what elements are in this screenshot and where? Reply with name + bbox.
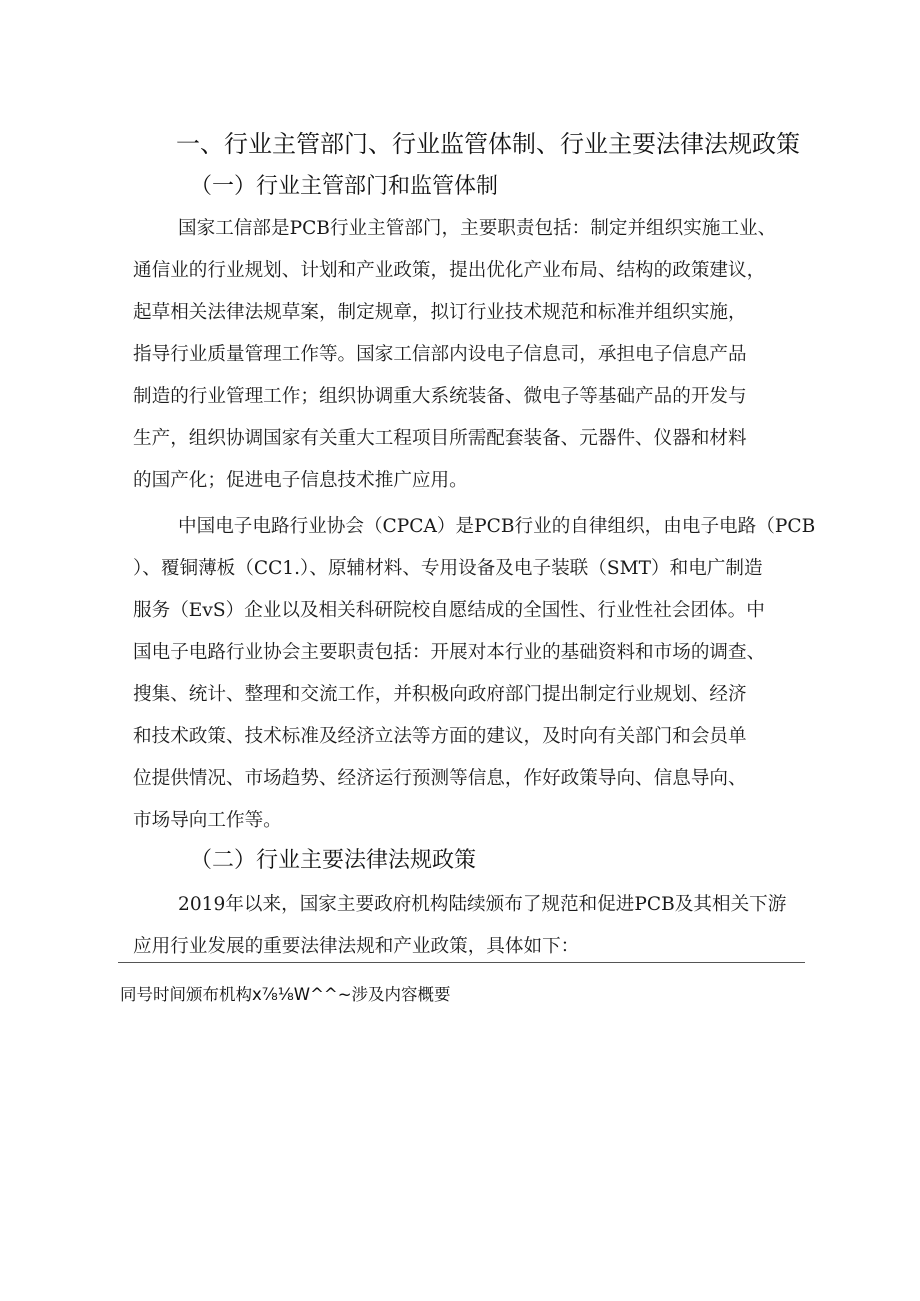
text-line: ）、覆铜薄板（CC1.）、原辅材料、专用设备及电子装联（SMT）和电广制造 [133, 558, 763, 579]
text-line: 位提供情况、市场趋势、经济运行预测等信息，作好政策导向、信息导向、 [133, 768, 747, 789]
text-line: 搜集、统计、整理和交流工作，并积极向政府部门提出制定行业规划、经济 [133, 684, 747, 705]
text-line: 中国电子电路行业协会（CPCA）是PCB行业的自律组织，由电子电路（PCB [178, 516, 816, 537]
text-line: 国电子电路行业协会主要职责包括：开展对本行业的基础资料和市场的调查、 [133, 642, 766, 663]
text-line: 市场导向工作等。 [133, 810, 282, 831]
text-line: 通信业的行业规划、计划和产业政策，提出优化产业布局、结构的政策建议， [133, 260, 766, 281]
section-heading: 一、行业主管部门、行业监管体制、行业主要法律法规政策 [176, 130, 800, 158]
subsection-heading-1: （一）行业主管部门和监管体制 [190, 174, 499, 199]
table-top-rule [118, 962, 805, 963]
text-line: 指导行业质量管理工作等。国家工信部内设电子信息司，承担电子信息产品 [133, 344, 747, 365]
text-line: 起草相关法律法规草案，制定规章，拟订行业技术规范和标准并组织实施， [133, 302, 747, 323]
text-line: 生产，组织协调国家有关重大工程项目所需配套装备、元器件、仪器和材料 [133, 428, 747, 449]
text-line: 服务（EvS）企业以及相关科研院校自愿结成的全国性、行业性社会团体。中 [133, 600, 765, 621]
text-line: 国家工信部是PCB行业主管部门，主要职责包括：制定并组织实施工业、 [178, 218, 777, 239]
table-header-row: 同号时间颁布机构x⅞⅛W^^~涉及内容概要 [120, 985, 451, 1004]
text-line: 2019年以来，国家主要政府机构陆续颁布了规范和促进PCB及其相关下游 [178, 894, 787, 915]
text-line: 的国产化；促进电子信息技术推广应用。 [133, 470, 468, 491]
text-line: 和技术政策、技术标准及经济立法等方面的建议，及时向有关部门和会员单 [133, 726, 747, 747]
subsection-heading-2: （二）行业主要法律法规政策 [190, 848, 477, 873]
text-line: 制造的行业管理工作；组织协调重大系统装备、微电子等基础产品的开发与 [133, 386, 747, 407]
text-line: 应用行业发展的重要法律法规和产业政策，具体如下： [133, 936, 580, 957]
